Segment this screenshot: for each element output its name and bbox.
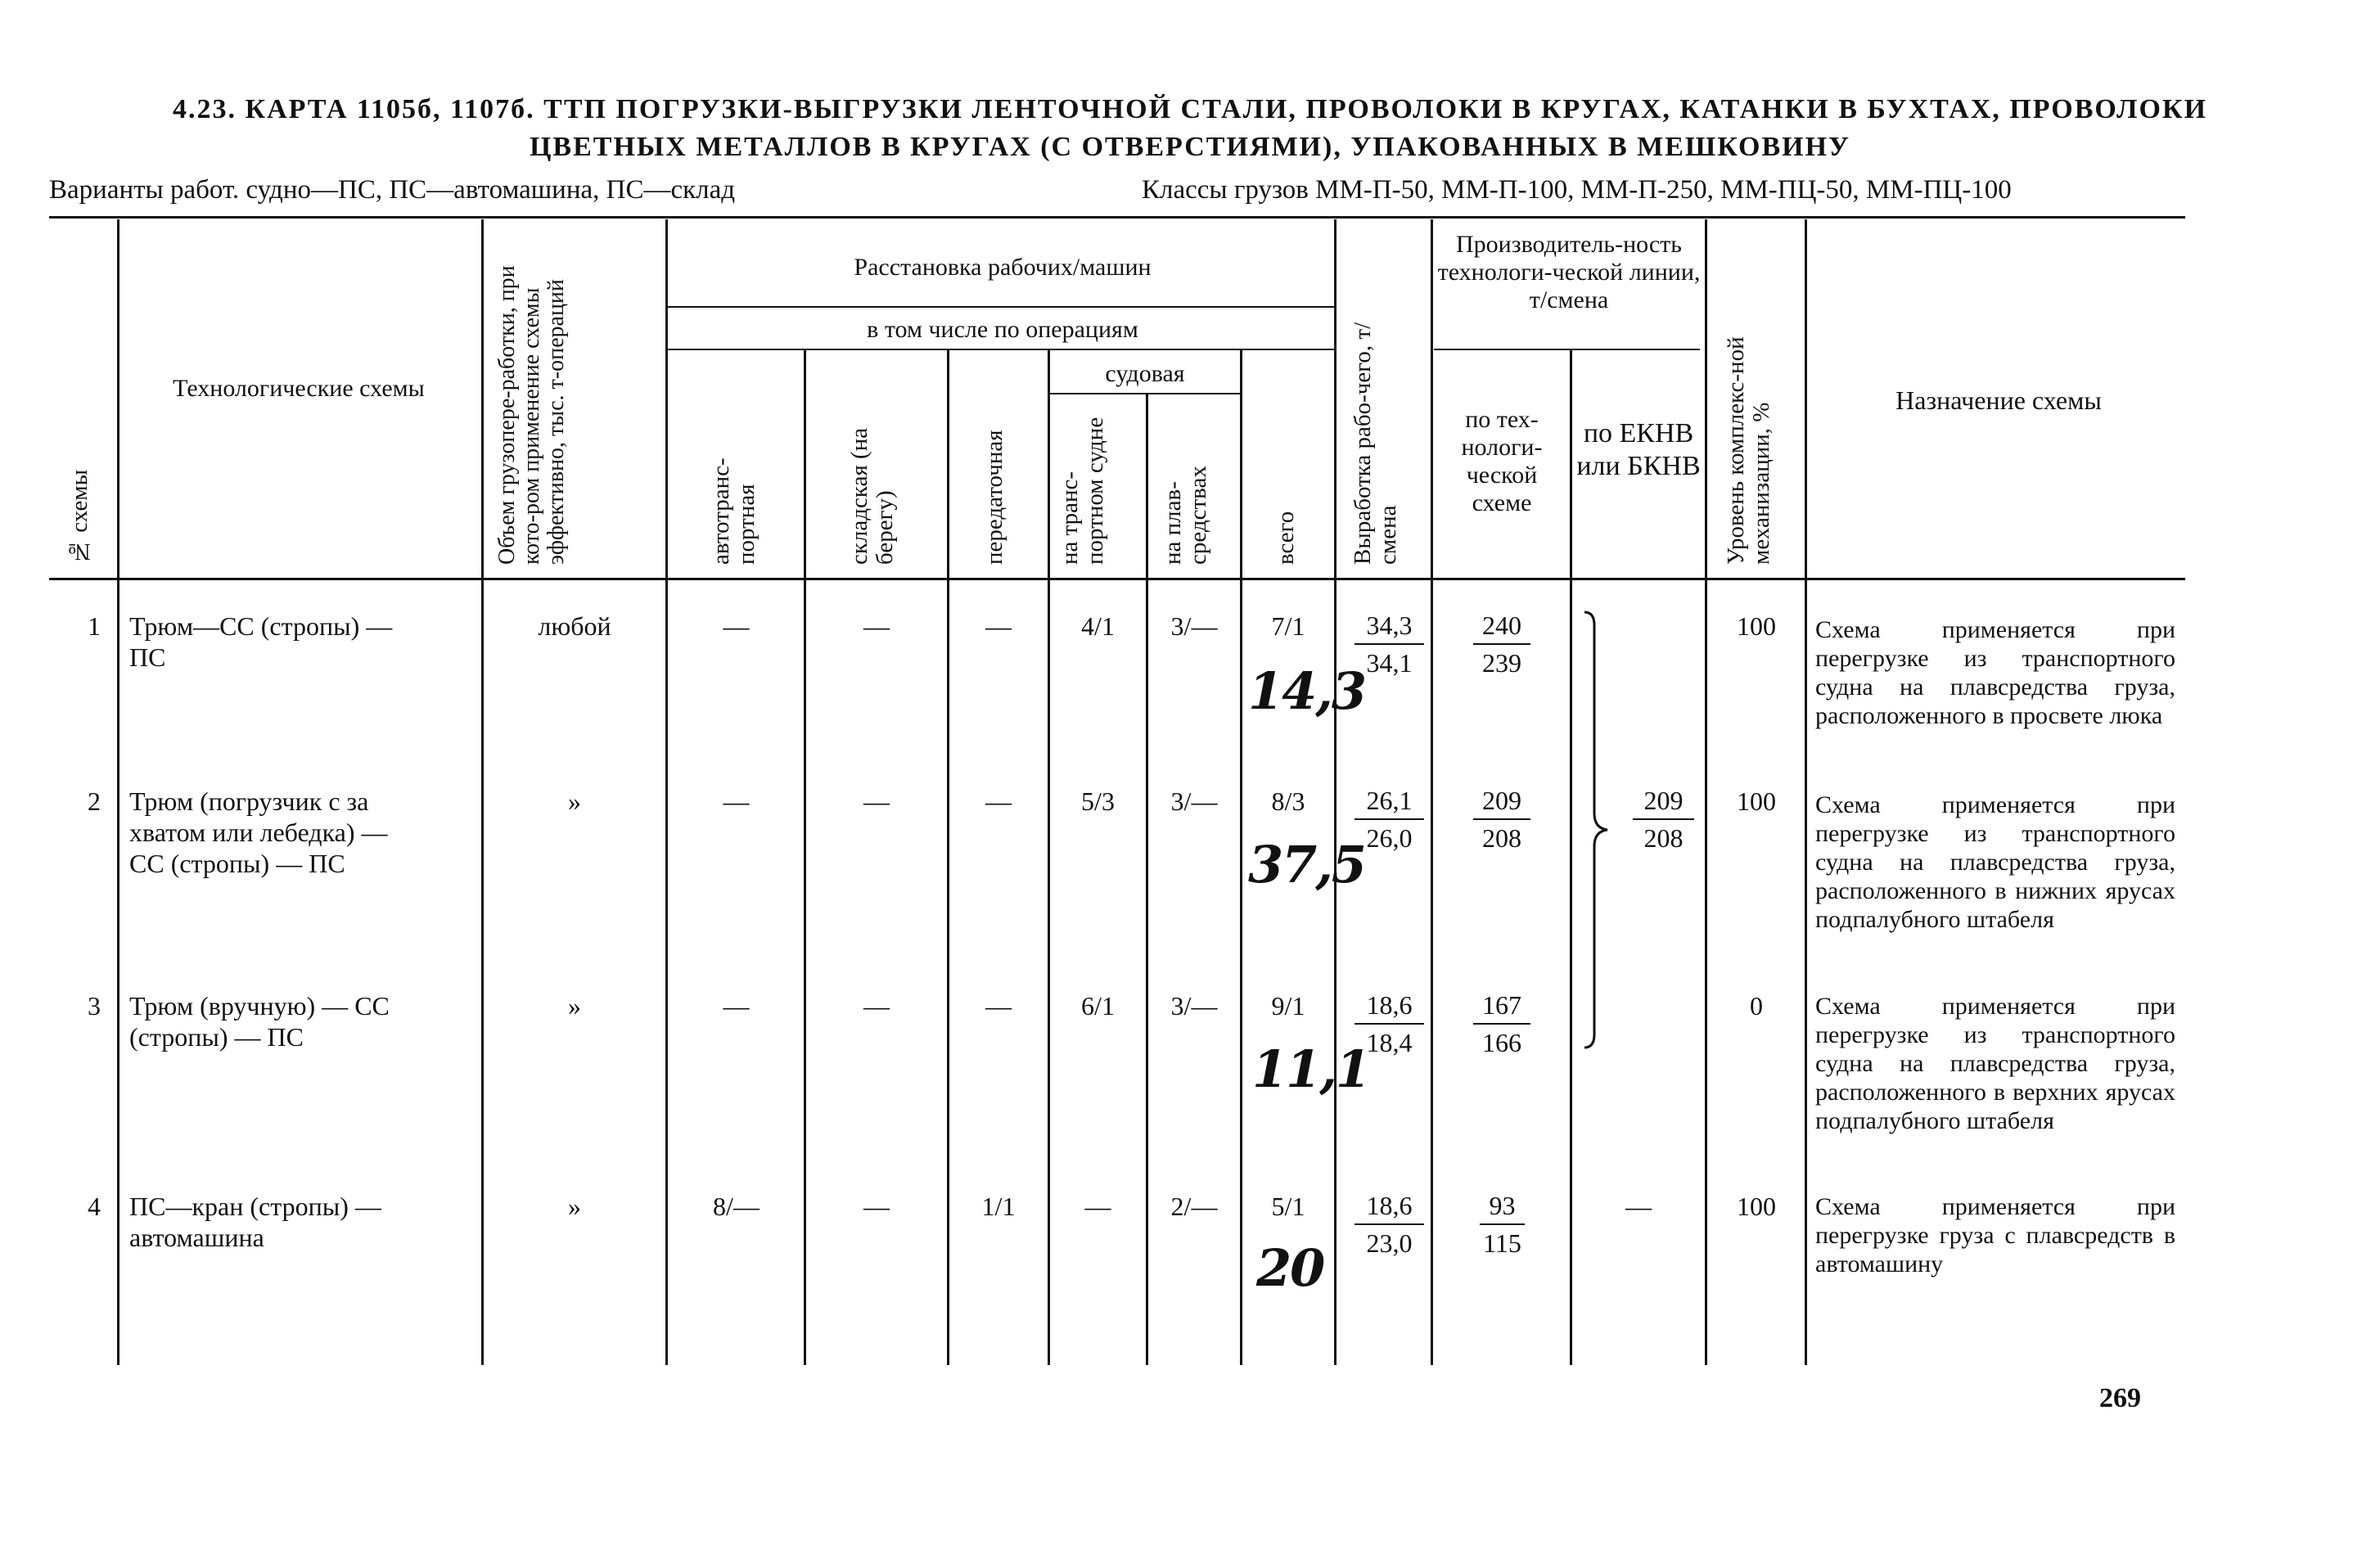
row-purpose: Схема применяется при перегрузке из транспортного судна на плавсредства груза, расположенного в нижних ярусах подпалубного штабеля [1815,791,2175,933]
header-productivity: Производитель-ность технологи-ческой линии, т/смена [1437,231,1701,313]
row-volume: » [568,991,581,1021]
row-on-transport: 5/3 [1081,786,1115,816]
row-transfer: — [985,991,1012,1021]
row-auto: — [723,611,750,641]
row-on-float: 3/— [1170,786,1218,816]
header-by-ekhv: по ЕКНВ или БКНВ [1576,418,1701,481]
row-volume: » [568,1192,581,1221]
document-title-line-1: 4.23. КАРТА 1105б, 1107б. ТТП ПОГРУЗКИ-ВЫГРУЗКИ ЛЕНТОЧНОЙ СТАЛИ, ПРОВОЛОКИ В КРУГАХ, КАТАНКИ В БУХТАХ, ПРОВОЛОКИ [172,94,2208,124]
grouping-brace [1580,609,1612,1051]
header-scheme-number: № схемы [66,469,92,565]
row-mechanization: 100 [1737,611,1776,641]
row-scheme: ПС—кран (стропы) — автомашина [129,1192,381,1252]
handwritten-note: 11,1 [1252,1039,1370,1099]
row-on-transport: 4/1 [1081,611,1115,641]
row-output: 34,3 34,1 [1355,609,1424,679]
row-scheme: Трюм (вручную) — СС (стропы) — ПС [129,991,390,1052]
row-auto: — [723,991,750,1021]
cargo-classes: Классы грузов ММ-П-50, ММ-П-100, ММ-П-250, ММ-ПЦ-50, ММ-ПЦ-100 [1142,175,2012,205]
row-volume: любой [538,611,611,641]
header-volume: Объем грузопере-работки, при кото-ром применение схемы эффективно, тыс. т-операций [494,265,569,565]
row-ekhv: — [1625,1192,1652,1221]
row-warehouse: — [863,1192,890,1221]
document-title-line-2: ЦВЕТНЫХ МЕТАЛЛОВ В КРУГАХ (С ОТВЕРСТИЯМИ), УПАКОВАННЫХ В МЕШКОВИНУ [529,132,1851,162]
row-purpose: Схема применяется при перегрузке из транспортного судна на плавсредства груза, расположенного в верхних ярусах подпалубного штабеля [1815,993,2175,1134]
row-total: 5/1 [1271,1192,1305,1221]
row-productivity: 167 166 [1473,989,1530,1059]
row-on-transport: 6/1 [1081,991,1115,1021]
row-on-float: 3/— [1170,991,1218,1021]
row-transfer: 1/1 [981,1192,1016,1221]
header-purpose: Назначение схемы [1895,385,2102,415]
page-number: 269 [2099,1383,2141,1413]
row-total: 7/1 [1271,611,1305,641]
row-mechanization: 100 [1737,786,1776,816]
header-placement: Расстановка рабочих/машин [854,254,1152,281]
row-scheme: Трюм—СС (стропы) — ПС [129,611,393,672]
row-purpose: Схема применяется при перегрузке из транспортного судна на плавсредства груза, расположенного в просвете люка [1815,616,2175,729]
row-on-float: 2/— [1170,1192,1218,1221]
header-auto: автотранс-портная [708,457,760,565]
row-transfer: — [985,611,1012,641]
row-on-float: 3/— [1170,611,1218,641]
header-warehouse: складская (на берегу) [846,427,898,565]
row-volume: » [568,786,581,816]
row-auto: 8/— [713,1192,760,1221]
row-purpose: Схема применяется при перегрузке груза с плавсредств в автомашину [1815,1193,2175,1277]
row-total: 8/3 [1271,786,1305,816]
row-productivity: 93 115 [1480,1189,1525,1259]
row-mechanization: 0 [1750,991,1763,1021]
row-output: 18,6 18,4 [1355,989,1424,1059]
row-auto: — [723,786,750,816]
row-output: 26,1 26,0 [1355,784,1424,854]
row-warehouse: — [863,786,890,816]
row-number: 3 [88,991,101,1021]
work-variants: Варианты работ. судно—ПС, ПС—автомашина, ПС—склад [49,175,736,205]
row-mechanization: 100 [1737,1192,1776,1221]
handwritten-note: 37,5 [1248,835,1366,894]
row-warehouse: — [863,991,890,1021]
header-tech-schemes: Технологические схемы [173,375,425,402]
row-transfer: — [985,786,1012,816]
row-number: 4 [88,1192,101,1221]
header-by-scheme: по тех-нологи-ческой схеме [1461,406,1543,516]
row-on-transport: — [1084,1192,1111,1221]
header-including-operations: в том числе по операциям [867,316,1138,343]
ekhv-group-value: 209 208 [1633,784,1694,854]
row-productivity: 209 208 [1473,784,1530,854]
row-total: 9/1 [1271,991,1305,1021]
row-scheme: Трюм (погрузчик с за хватом или лебедка) — СС (стропы) — ПС [129,786,388,878]
header-on-transport-ship: на транс-портном судне [1057,417,1108,565]
header-total: всего [1273,511,1299,565]
handwritten-note: 14,3 [1248,661,1366,721]
row-productivity: 240 239 [1473,609,1530,679]
header-on-floating: на плав-средствах [1160,466,1211,565]
row-number: 2 [88,786,101,816]
row-warehouse: — [863,611,890,641]
header-transfer: передаточная [981,430,1007,565]
header-worker-output: Выработка рабо-чего, т/смена [1350,322,1401,565]
row-number: 1 [88,611,101,641]
header-ship: судовая [1105,360,1185,387]
header-mechanization: Уровень комплекс-ной механизации, % [1723,336,1774,565]
row-output: 18,6 23,0 [1355,1189,1424,1259]
handwritten-note: 20 [1256,1238,1324,1298]
